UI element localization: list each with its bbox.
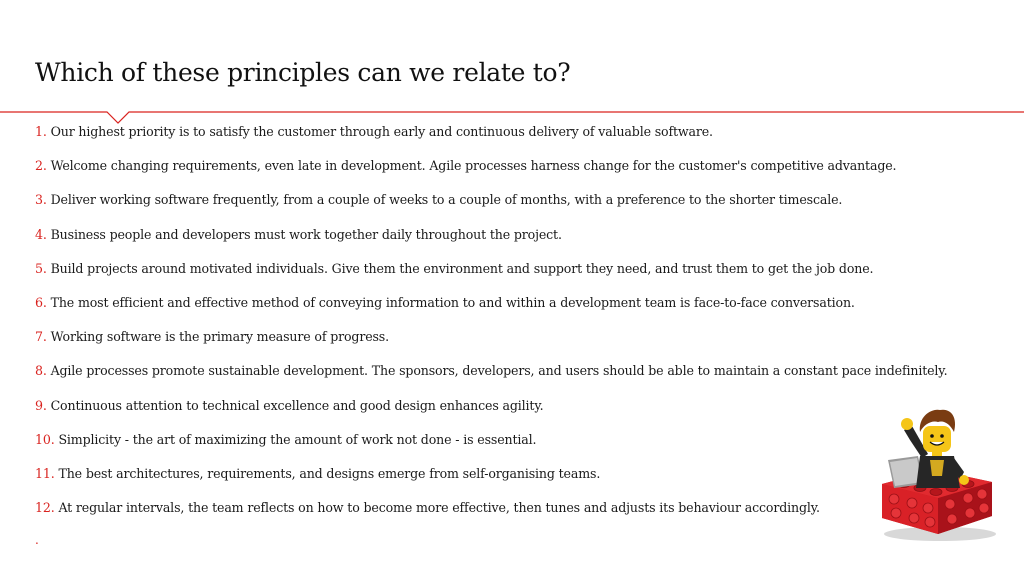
principle-item (35, 158, 965, 192)
principle-item (35, 329, 965, 363)
principle-item (35, 124, 965, 158)
principle-item (35, 500, 965, 534)
principle-text: Continuous attention to technical excellence and good design enhances agility. (46, 397, 544, 413)
principle-item (35, 192, 965, 226)
principle-text: Simplicity - the art of maximizing the amount of work not done - is essential. (54, 431, 537, 447)
principle-item (35, 398, 965, 432)
principle-number: 3. (35, 192, 47, 208)
principle-number: 4. (35, 226, 47, 242)
principle-number: 7. (35, 329, 47, 345)
title-divider (0, 111, 1024, 125)
principle-text: The most efficient and effective method of conveying information to and within a development team is face-to-face conversation. (46, 294, 855, 310)
principle-text: Agile processes promote sustainable development. The sponsors, developers, and users should be able to maintain a constant pace indefinitely. (46, 363, 948, 379)
principle-text: Build projects around motivated individuals. Give them the environment and support they need, and trust them to get the job done. (46, 260, 874, 276)
principle-text: Business people and developers must work together daily throughout the project. (46, 226, 562, 242)
principle-text: Deliver working software frequently, from a couple of weeks to a couple of months, with a preference to the shorter timescale. (46, 192, 843, 208)
principle-number: 12. (35, 500, 55, 516)
principle-item (35, 227, 965, 261)
principle-text: At regular intervals, the team reflects on how to become more effective, then tunes and adjusts its behaviour accordingly. (54, 500, 820, 516)
principle-item (35, 363, 965, 397)
principle-number: 10. (35, 431, 55, 447)
principle-number: 8. (35, 363, 47, 379)
slide-title: Which of these principles can we relate to? (35, 58, 571, 87)
principle-item (35, 466, 965, 500)
principle-text: Working software is the primary measure of progress. (46, 329, 389, 345)
trailing-bullet-mark: . (35, 533, 39, 547)
lego-minifigure-icon (874, 404, 998, 542)
principle-text: Our highest priority is to satisfy the customer through early and continuous delivery of valuable software. (46, 124, 713, 139)
principle-number: 11. (35, 465, 55, 481)
principle-number: 6. (35, 294, 47, 310)
principle-number: 1. (35, 124, 47, 139)
principle-item (35, 295, 965, 329)
principle-item (35, 261, 965, 295)
principle-item (35, 432, 965, 466)
principle-number: 9. (35, 397, 47, 413)
principle-text: The best architectures, requirements, and designs emerge from self-organising teams. (54, 465, 601, 481)
principle-text: Welcome changing requirements, even late in development. Agile processes harness change for the customer's competitive advantage. (46, 158, 897, 174)
principle-number: 5. (35, 260, 47, 276)
principles-list (35, 124, 965, 534)
principle-number: 2. (35, 158, 47, 174)
